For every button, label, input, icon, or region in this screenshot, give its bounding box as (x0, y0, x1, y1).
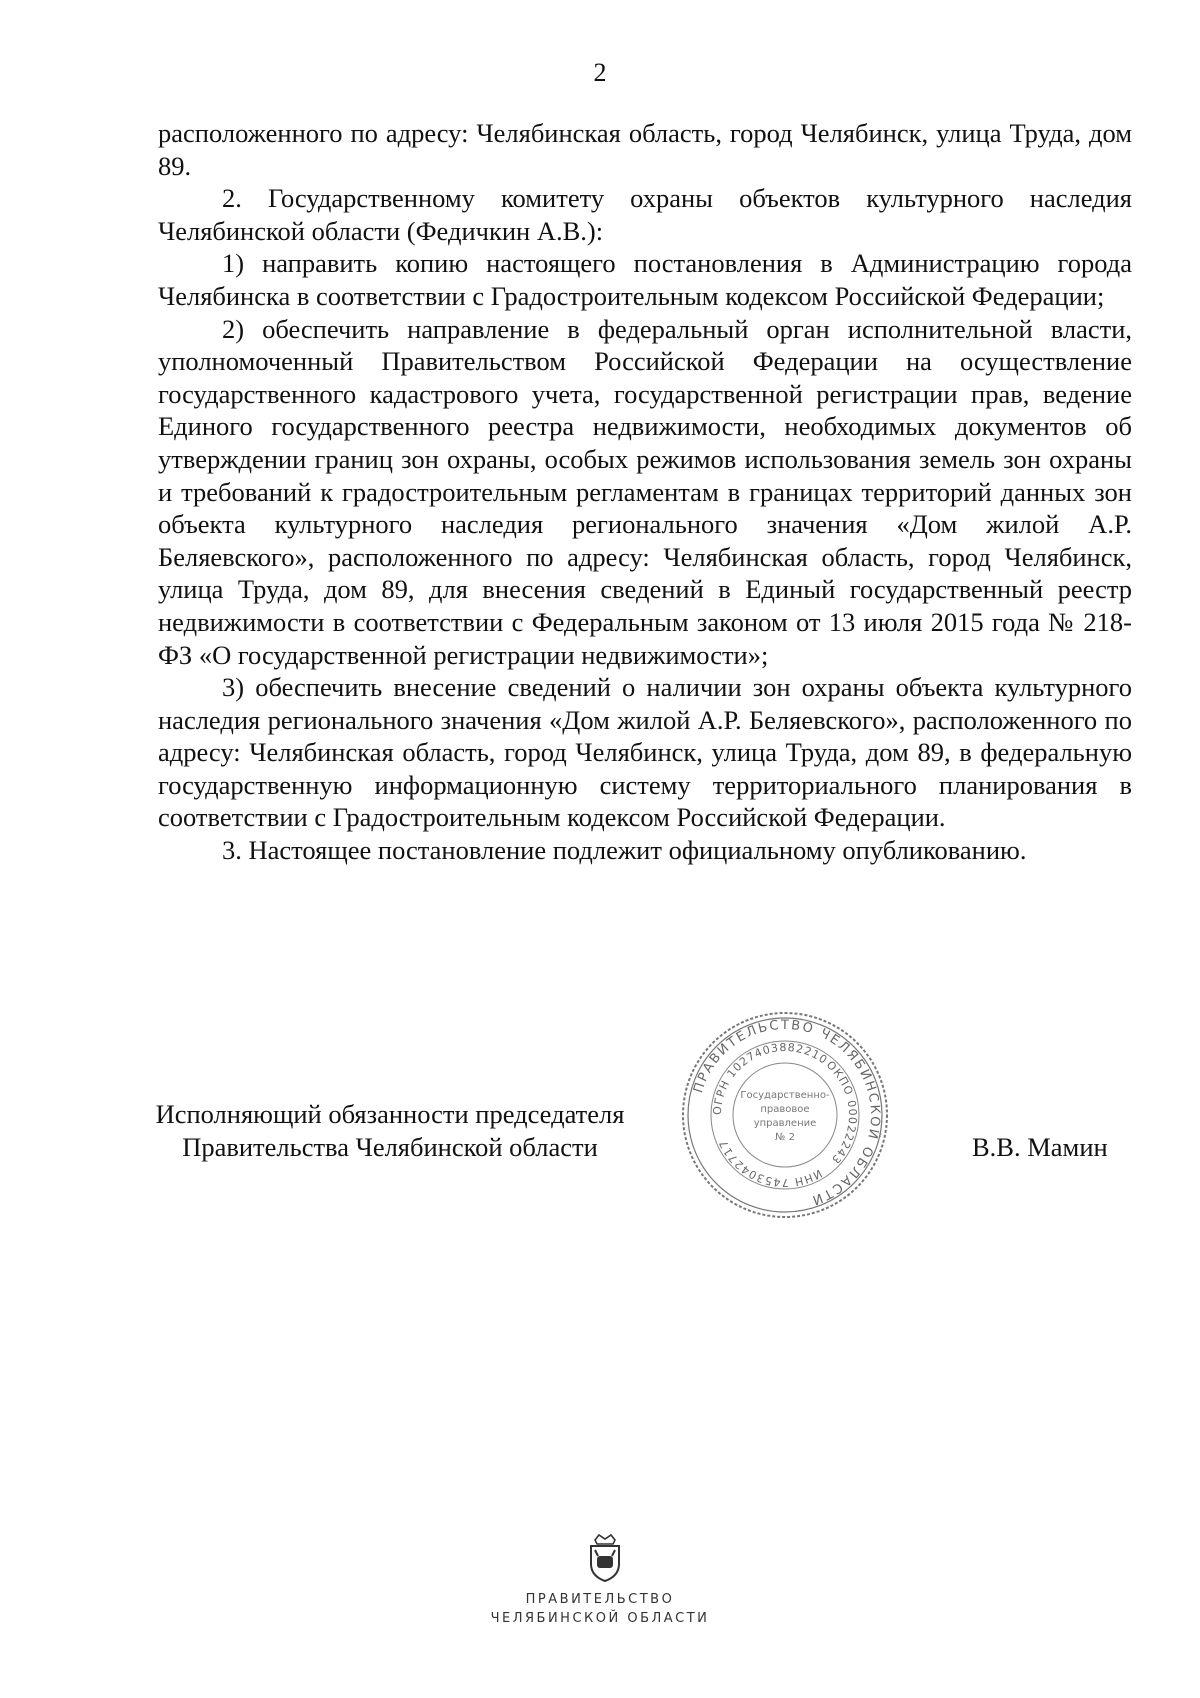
paragraph: 3. Настоящее постановление подлежит официальному опубликованию. (222, 835, 1027, 866)
page-number: 2 (593, 58, 607, 87)
footer-line-2: ЧЕЛЯБИНСКОЙ ОБЛАСТИ (490, 1611, 710, 1626)
coat-of-arms-icon (585, 1532, 625, 1584)
signature-title-line-1: Исполняющий обязанности председателя (155, 1099, 625, 1129)
paragraph: расположенного по адресу: Челябинская область, город Челябинск, улица Труда, дом 89. (158, 118, 1132, 181)
stamp-inner-line-2: правовое (760, 1104, 810, 1115)
document-body (158, 117, 1132, 867)
paragraph: 1) направить копию настоящего постановления в Администрацию города Челябинска в соответствии с Градостроительным кодексом Российской Федерации; (158, 248, 1132, 311)
footer-line-1: ПРАВИТЕЛЬСТВО (525, 1592, 675, 1607)
footer-organization (0, 1590, 1200, 1628)
signer-name: В.В. Мамин (972, 1132, 1108, 1162)
paragraph: 2) обеспечить направление в федеральный орган исполнительной власти, уполномоченный Правительством Российской Федерации на осуществление государственного кадастрового учета, государственной регистрации прав, ведение Единого государственного реестра недвижимости, необходимых документов об утверждении границ зон охраны, особых режимов использования земель зон охраны и требований к градостроительным регламентам в границах территорий данных зон объекта культурного наследия регионального значения «Дом жилой А.Р. Беляевского», расположенного по адресу: Челябинская область, город Челябинск, улица Труда, дом 89, для внесения сведений в Единый государственный реестр недвижимости в соответствии с Федеральным законом от 13 июля 2015 года № 218-ФЗ «О государственной регистрации недвижимости»; (158, 313, 1132, 670)
stamp-inner-line-1: Государственно- (740, 1090, 830, 1101)
stamp-outer-text: ПРАВИТЕЛЬСТВО ЧЕЛЯБИНСКОЙ ОБЛАСТИ (691, 1017, 883, 1208)
stamp-inner-line-4: № 2 (775, 1132, 795, 1143)
signature-title-line-2: Правительства Челябинской области (182, 1132, 598, 1162)
stamp-inner-line-3: управление (753, 1118, 817, 1129)
paragraph: 3) обеспечить внесение сведений о наличии зон охраны объекта культурного наследия регионального значения «Дом жилой А.Р. Беляевского», расположенного по адресу: Челябинская область, город Челябинск, улица Труда, дом 89, в федеральную государственную информационную систему территориального планирования в соответствии с Градостроительным кодексом Российской Федерации. (158, 672, 1132, 833)
official-seal-icon (680, 1010, 890, 1220)
paragraph: 2. Государственному комитету охраны объектов культурного наследия Челябинской области (Федичкин А.В.): (158, 183, 1132, 246)
stamp-ogrn: ОГРН 1027403882210 (710, 1040, 831, 1116)
stamp-okpo: ОКПО 00022243 (823, 1058, 860, 1167)
stamp-inn: ИНН 7453042717 (716, 1137, 825, 1190)
signature-title (110, 1098, 670, 1164)
